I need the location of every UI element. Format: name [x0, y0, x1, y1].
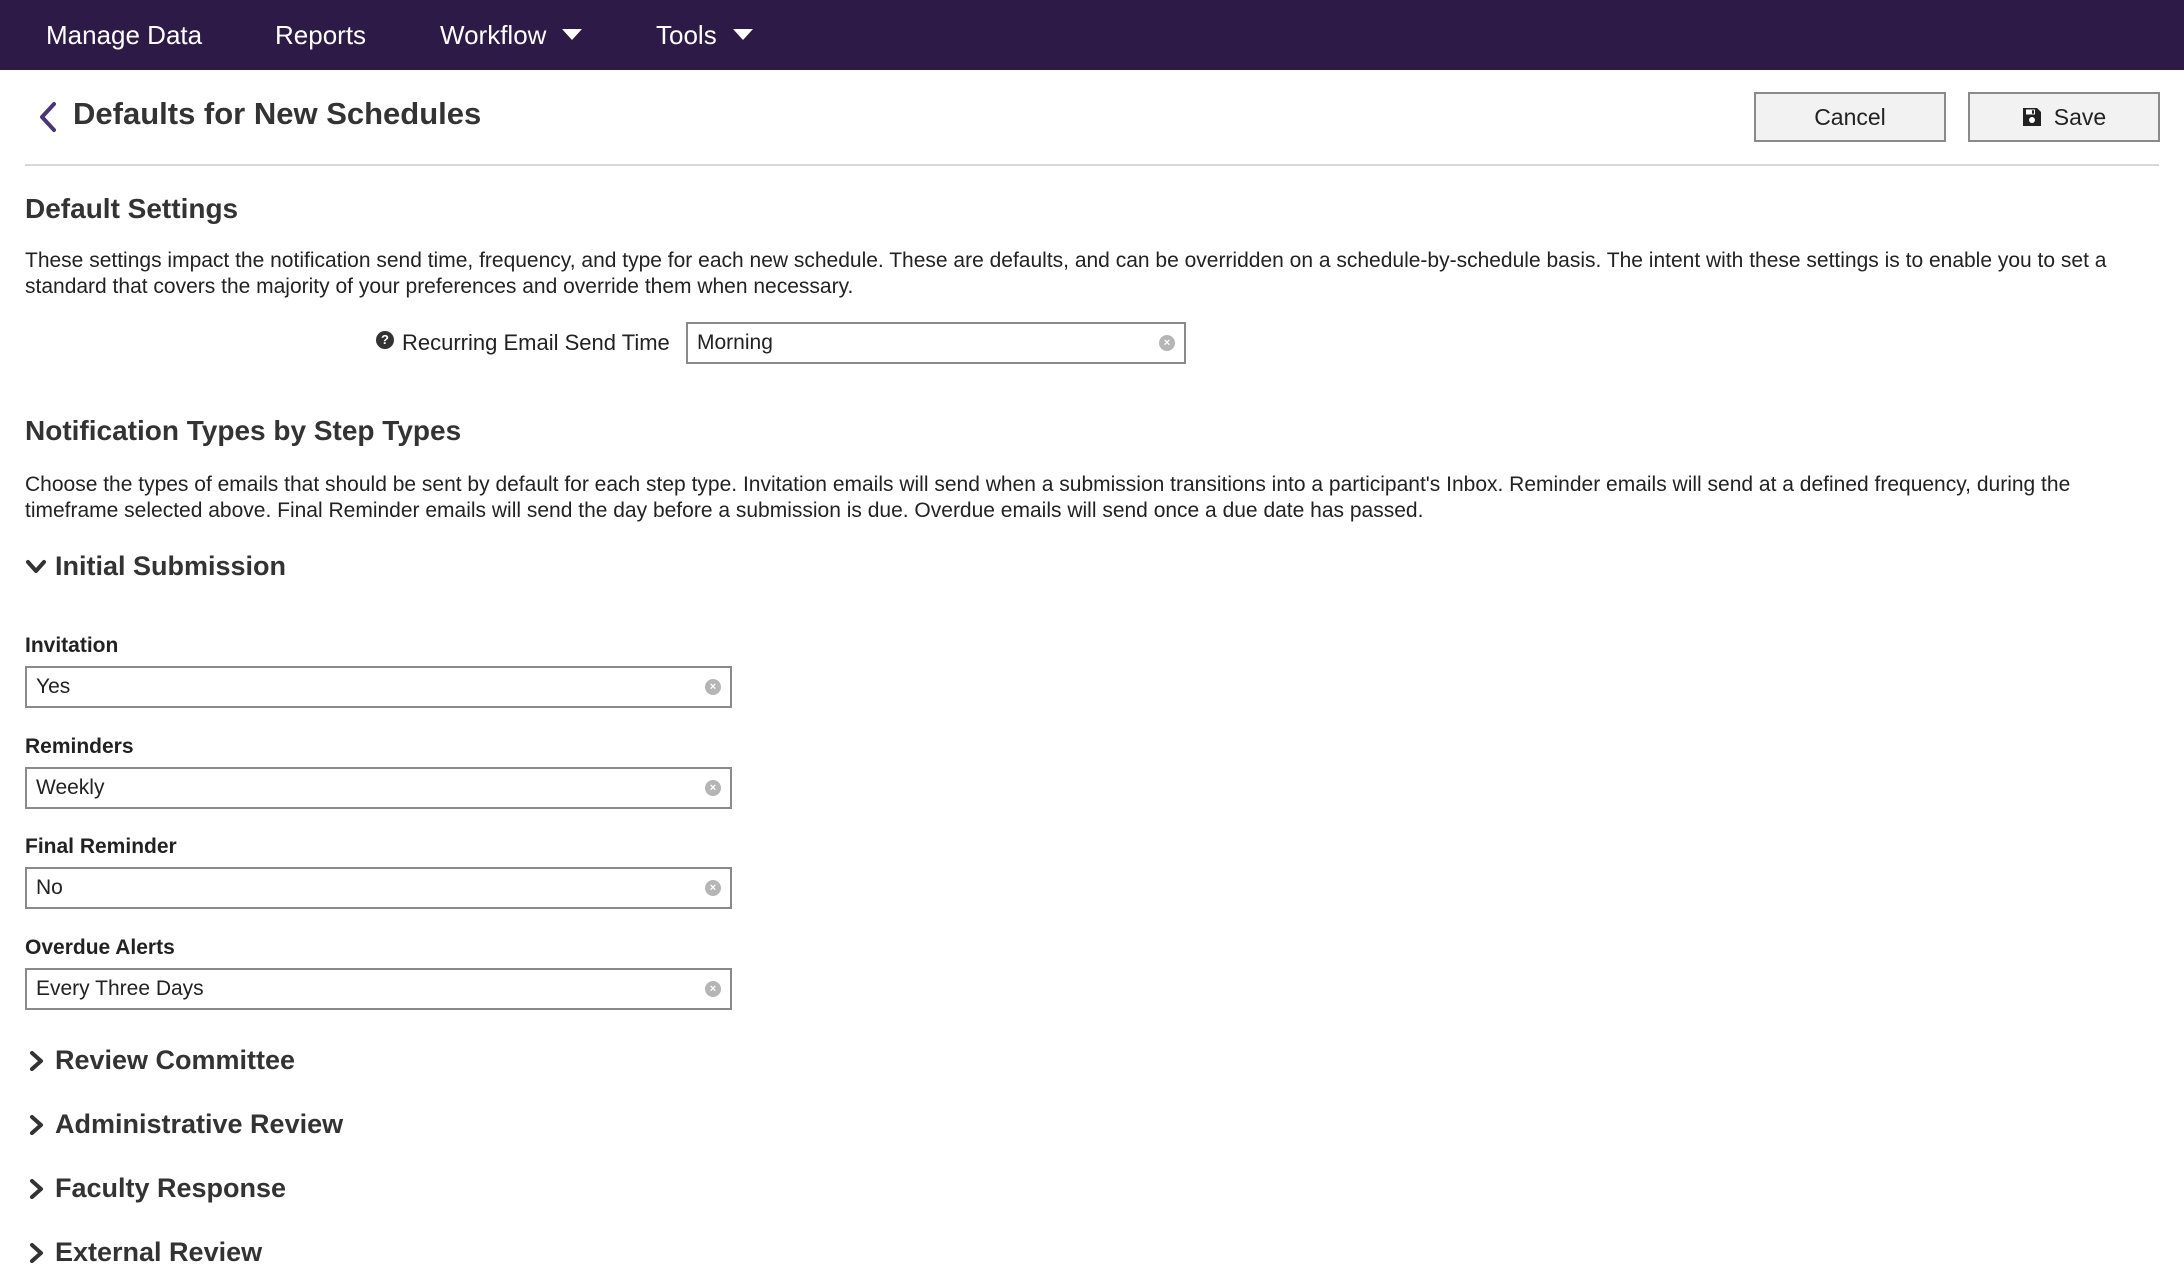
invitation-label: Invitation [25, 634, 119, 657]
chevron-down-icon [25, 556, 47, 578]
recurring-email-send-time-select[interactable] [686, 322, 1186, 364]
cancel-button-label: Cancel [1814, 103, 1886, 130]
save-button-label: Save [2053, 103, 2107, 130]
select-value: Every Three Days [36, 977, 204, 1000]
notification-types-description: Choose the types of emails that should be sent by default for each step type. Invitation emails will send when a submission transitions into a participant's Inbox. Reminder emails will send at a defined frequency, during the timeframe selected above. Final Reminder emails will send the day before a submission is due. Overdue emails will send once a due date has passed. [25, 473, 2071, 522]
clear-icon[interactable]: × [705, 880, 721, 896]
nav-item-label: Manage Data [46, 20, 203, 50]
section-title: External Review [55, 1237, 263, 1267]
notification-types-heading: Notification Types by Step Types [25, 415, 462, 446]
nav-item-label: Tools [656, 20, 717, 50]
cancel-button[interactable] [1754, 92, 1946, 142]
overdue-alerts-label: Overdue Alerts [25, 936, 175, 959]
administrative-review-toggle[interactable] [25, 1109, 343, 1140]
chevron-right-icon [25, 1242, 47, 1264]
nav-item-label: Workflow [440, 20, 547, 50]
clear-icon[interactable]: × [705, 679, 721, 695]
external-review-toggle[interactable] [25, 1237, 262, 1268]
overdue-alerts-select[interactable] [25, 968, 732, 1010]
nav-item-reports[interactable] [275, 0, 366, 70]
help-icon[interactable]: ? [376, 331, 394, 349]
nav-item-label: Reports [275, 20, 367, 50]
recurring-email-send-time-label: Recurring Email Send Time [402, 330, 670, 355]
clear-icon[interactable]: × [705, 780, 721, 796]
header-divider [25, 164, 2159, 166]
select-value: Weekly [36, 776, 105, 799]
caret-down-icon [733, 29, 753, 40]
page-title: Defaults for New Schedules [73, 96, 482, 131]
caret-down-icon [562, 29, 582, 40]
section-title: Initial Submission [55, 551, 287, 581]
select-value: No [36, 876, 63, 899]
section-title: Administrative Review [55, 1109, 344, 1139]
review-committee-toggle[interactable] [25, 1045, 295, 1076]
final-reminder-select[interactable] [25, 867, 732, 909]
nav-item-workflow[interactable] [440, 0, 582, 70]
chevron-right-icon [25, 1114, 47, 1136]
invitation-select[interactable] [25, 666, 732, 708]
clear-icon[interactable]: × [705, 981, 721, 997]
clear-icon[interactable]: × [1159, 335, 1175, 351]
select-value: Yes [36, 675, 71, 698]
chevron-right-icon [25, 1050, 47, 1072]
final-reminder-label: Final Reminder [25, 835, 177, 858]
default-settings-description: These settings impact the notification send time, frequency, and type for each new schedule. These are defaults, and can be overridden on a schedule-by-schedule basis. The intent with these settings is to enable you to set a standard that covers the majority of your preferences and override them when necessary. [25, 249, 2107, 298]
section-title: Review Committee [55, 1045, 296, 1075]
reminders-select[interactable] [25, 767, 732, 809]
back-button[interactable] [34, 100, 62, 134]
save-button[interactable] [1968, 92, 2160, 142]
select-value: Morning [697, 331, 773, 354]
chevron-left-icon [34, 100, 62, 134]
section-title: Faculty Response [55, 1173, 287, 1203]
nav-item-manage-data[interactable] [46, 0, 202, 70]
top-nav [0, 0, 2184, 70]
default-settings-heading: Default Settings [25, 193, 239, 224]
chevron-right-icon [25, 1178, 47, 1200]
floppy-disk-icon [2022, 107, 2042, 127]
initial-submission-toggle[interactable] [25, 551, 286, 582]
reminders-label: Reminders [25, 735, 134, 758]
nav-item-tools[interactable] [656, 0, 753, 70]
faculty-response-toggle[interactable] [25, 1173, 286, 1204]
